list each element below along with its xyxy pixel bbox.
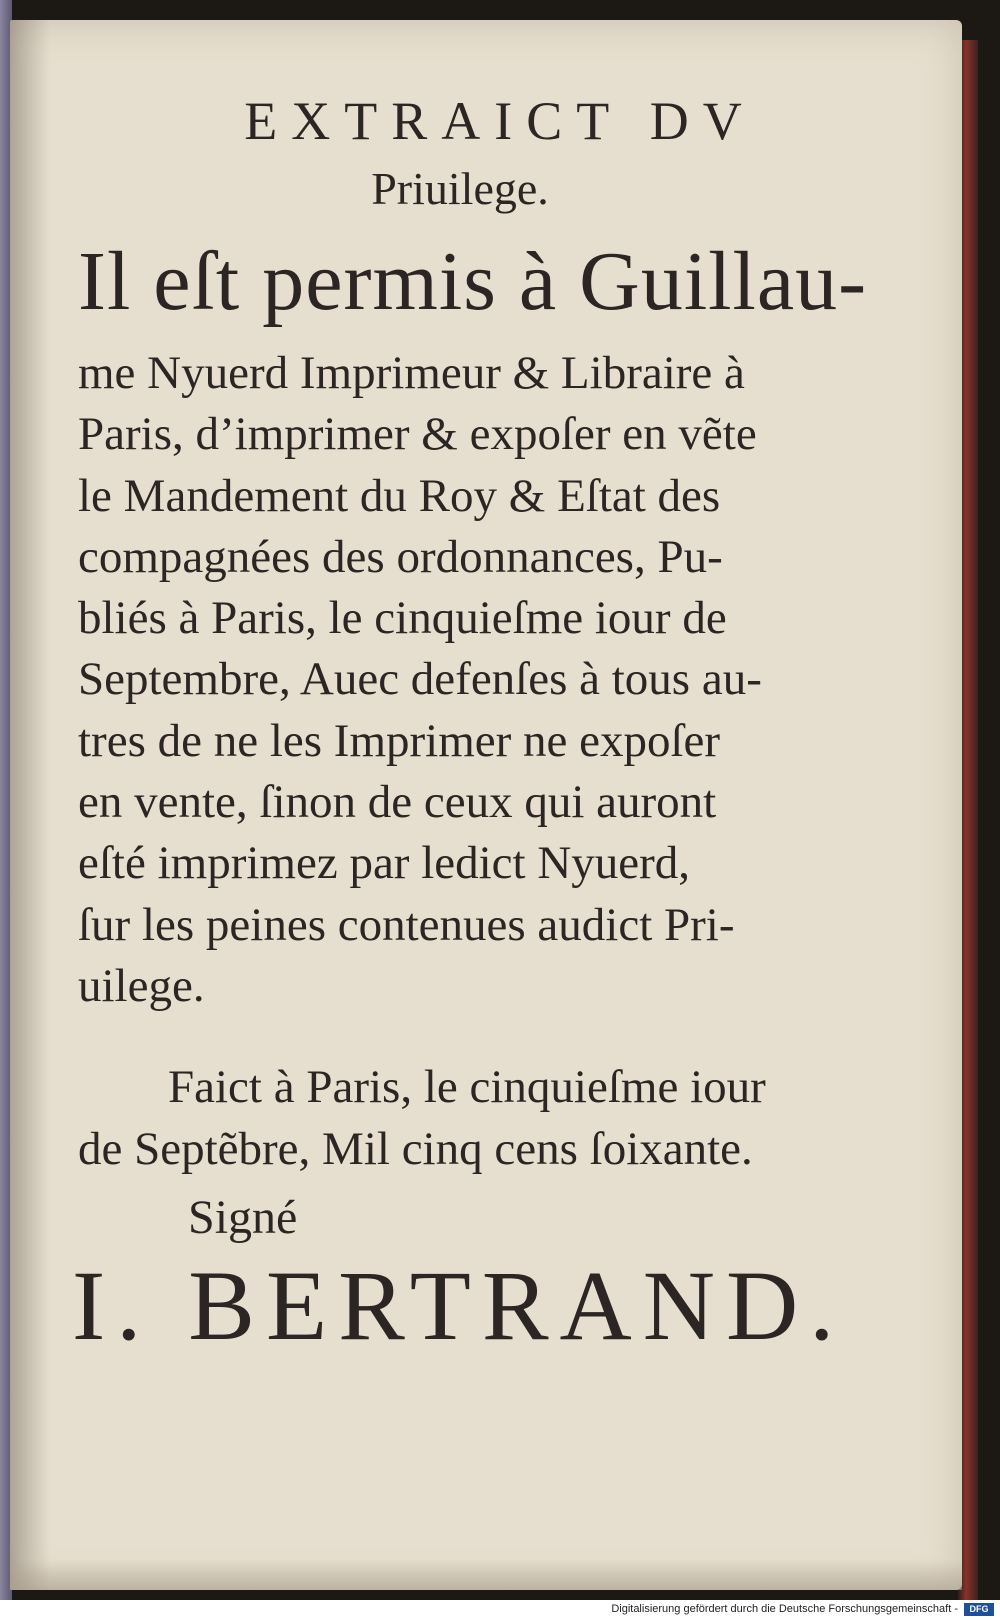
page-gutter-shadow [10, 20, 50, 1590]
dfg-logo: DFG [964, 1603, 994, 1616]
page-bottom-edge [10, 1560, 962, 1590]
footer-credit: Digitalisierung gefördert durch die Deutsche Forschungsgemeinschaft - [611, 1603, 958, 1615]
body-line: eſté imprimez par ledict Nyuerd, [78, 837, 691, 890]
lead-line: Il eſt permis à Guillau- [78, 235, 868, 328]
body-line: bliés à Paris, le cinquieſme iour de [78, 592, 727, 645]
body-line: Septembre, Auec defenſes à tous au- [78, 653, 762, 706]
body-line: le Mandement du Roy & Eſtat des [78, 469, 721, 522]
body-line: en vente, ſinon de ceux qui auront [78, 776, 717, 829]
signe-label: Signé [188, 1191, 298, 1244]
page-subheading: Priuilege. [371, 163, 549, 214]
body-line: ſur les peines contenues audict Pri- [78, 898, 735, 951]
closing-line: Faict à Paris, le cinquieſme iour [168, 1061, 766, 1113]
body-line: me Nyuerd Imprimeur & Libraire à [78, 347, 745, 399]
body-line: Paris, d’imprimer & expoſer en vẽte [78, 408, 757, 461]
closing-line: de Septẽbre, Mil cinq cens ſoixante. [78, 1123, 753, 1175]
body-line: uilege. [78, 959, 205, 1012]
body-line: compagnées des ordonnances, Pu- [78, 530, 723, 583]
signature-name: I. BERTRAND. [72, 1250, 846, 1361]
body-line: tres de ne les Imprimer ne expoſer [78, 714, 721, 767]
privilege-body [78, 343, 762, 1017]
page-heading: EXTRAICT DV [244, 91, 756, 151]
closing-paragraph [78, 1056, 766, 1180]
footer-bar [0, 1600, 1000, 1620]
